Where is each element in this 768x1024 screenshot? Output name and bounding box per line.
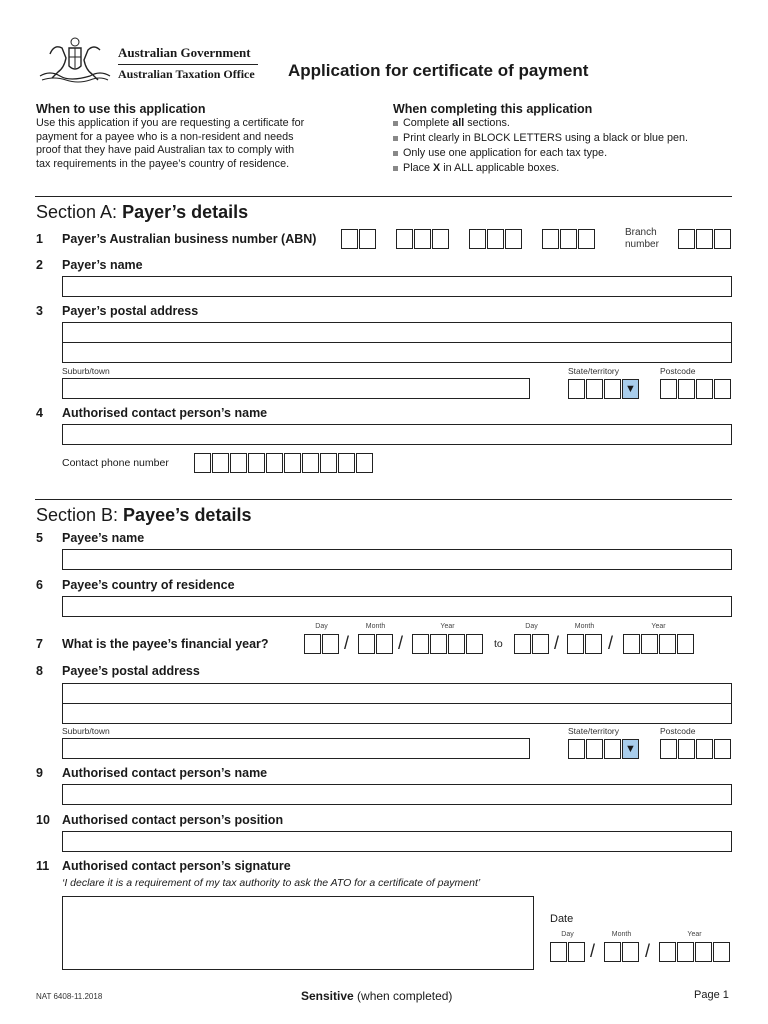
fy-to-label: to [494, 638, 503, 650]
payer-address-line-1[interactable] [62, 322, 732, 343]
q5-label: Payee’s name [62, 531, 145, 545]
fy-end-year-label: Year [651, 623, 666, 630]
payer-address-line-2[interactable] [62, 342, 732, 363]
page-number: Page 1 [694, 989, 729, 1001]
branch-label: Branch number [625, 227, 659, 250]
fy-end-day-label: Day [525, 623, 538, 630]
q2-number: 2 [36, 258, 43, 272]
page-title: Application for certificate of payment [288, 61, 589, 80]
sig-year-label: Year [687, 931, 702, 938]
phone-label: Contact phone number [62, 457, 169, 469]
fy-start-day-label: Day [315, 623, 328, 630]
q7-label: What is the payee’s financial year? [62, 637, 269, 651]
q6-label: Payee’s country of residence [62, 578, 235, 592]
date-separator: / [645, 941, 651, 961]
sig-month-label: Month [611, 931, 632, 938]
q8-number: 8 [36, 664, 43, 678]
list-item: Print clearly in BLOCK LETTERS using a black or blue pen. [393, 131, 733, 146]
q9-label: Authorised contact person’s name [62, 766, 268, 780]
sig-day-label: Day [561, 931, 574, 938]
list-item: Only use one application for each tax type. [393, 146, 733, 161]
q1-label: Payer’s Australian business number (ABN) [62, 232, 317, 246]
intro-left-text: Use this application if you are requesting a certificate for payment for a payee who is a non-resident and needs proof that they have paid Australian tax to comply with tax requirements in the payee’s country of residence. [36, 117, 305, 170]
payee-postcode-label: Postcode [660, 726, 696, 736]
payee-suburb-field[interactable] [62, 738, 530, 759]
list-item: Place X in ALL applicable boxes. [393, 161, 733, 176]
q1-number: 1 [36, 232, 43, 246]
q3-number: 3 [36, 304, 43, 318]
payer-suburb-field[interactable] [62, 378, 530, 399]
list-item: Complete all sections. [393, 116, 733, 131]
q5-number: 5 [36, 531, 43, 545]
section-a-title: Section A: Payer’s details [36, 202, 249, 222]
payee-address-line-2[interactable] [62, 703, 732, 724]
date-label: Date [550, 913, 574, 925]
payee-contact-name-field[interactable] [62, 784, 732, 805]
gov-divider [118, 64, 258, 65]
q7-number: 7 [36, 637, 43, 651]
gov-line-1: Australian Government [118, 45, 251, 60]
payer-state-label: State/territory [568, 366, 620, 376]
fy-start-year-label: Year [440, 623, 455, 630]
payee-address-line-1[interactable] [62, 683, 732, 704]
intro-right-heading: When completing this application [393, 102, 593, 116]
fy-start-month-label: Month [365, 623, 386, 630]
signature-box[interactable] [62, 896, 534, 970]
payer-postcode-label: Postcode [660, 366, 696, 376]
date-separator: / [608, 633, 614, 653]
gov-line-2: Australian Taxation Office [118, 67, 255, 81]
date-separator: / [344, 633, 350, 653]
date-separator: / [590, 941, 596, 961]
section-b-title: Section B: Payee’s details [36, 505, 252, 525]
q11-label: Authorised contact person’s signature [62, 859, 291, 873]
form-code: NAT 6408-11.2018 [36, 992, 103, 1001]
q4-number: 4 [36, 406, 43, 420]
q10-number: 10 [36, 813, 50, 827]
q2-label: Payer’s name [62, 258, 143, 272]
section-b-rule [35, 499, 732, 500]
declaration-text: ‘I declare it is a requirement of my tax authority to ask the ATO for a certificate of payment’ [62, 877, 481, 889]
intro-left-heading: When to use this application [36, 102, 206, 116]
payee-country-field[interactable] [62, 596, 732, 617]
q8-label: Payee’s postal address [62, 664, 200, 678]
coat-of-arms-logo [36, 34, 114, 86]
q10-label: Authorised contact person’s position [62, 813, 284, 827]
q4-label: Authorised contact person’s name [62, 406, 268, 420]
q11-number: 11 [36, 859, 50, 873]
fy-end-month-label: Month [574, 623, 595, 630]
q3-label: Payer’s postal address [62, 304, 199, 318]
payer-suburb-label: Suburb/town [62, 366, 110, 376]
payee-suburb-label: Suburb/town [62, 726, 110, 736]
section-a-rule [35, 196, 732, 197]
sensitive-notice: Sensitive (when completed) [301, 989, 453, 1003]
payee-name-field[interactable] [62, 549, 732, 570]
date-separator: / [554, 633, 560, 653]
payer-name-field[interactable] [62, 276, 732, 297]
instructions-list [393, 116, 733, 176]
payee-contact-position-field[interactable] [62, 831, 732, 852]
chevron-down-icon[interactable]: ▼ [622, 739, 639, 759]
q6-number: 6 [36, 578, 43, 592]
payer-contact-name-field[interactable] [62, 424, 732, 445]
payee-state-label: State/territory [568, 726, 620, 736]
date-separator: / [398, 633, 404, 653]
chevron-down-icon[interactable]: ▼ [622, 379, 639, 399]
q9-number: 9 [36, 766, 43, 780]
